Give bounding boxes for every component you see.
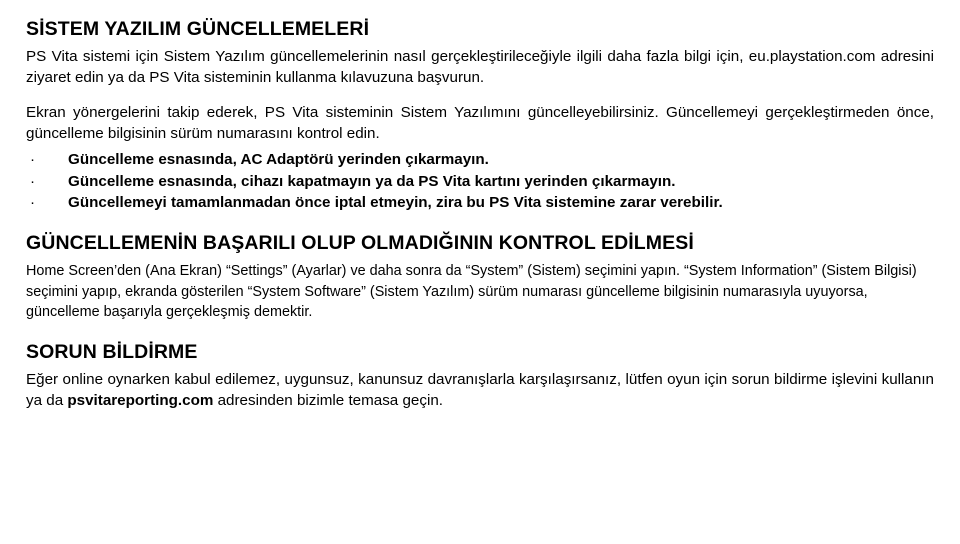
section-update-check (26, 232, 934, 323)
list-item-label: Güncelleme esnasında, cihazı kapatmayın ya da PS Vita kartını yerinden çıkarmayın. (68, 172, 676, 190)
list-item-label: Güncelleme esnasında, AC Adaptörü yerinden çıkarmayın. (68, 151, 489, 169)
section-title: GÜNCELLEMENİN BAŞARILI OLUP OLMADIĞININ KONTROL EDİLMESİ (26, 232, 694, 254)
section-title: SİSTEM YAZILIM GÜNCELLEMELERİ (26, 18, 370, 40)
bullet-marker: · (30, 151, 36, 169)
paragraph: PS Vita sistemi için Sistem Yazılım güncellemelerinin nasıl gerçekleştirileceğiyle ilgili daha fazla bilgi için, eu.playstation.com adresini ziyaret edin ya da PS Vita sisteminin kullanma kılavuzuna başvurun. (26, 48, 934, 87)
section-system-software-updates (26, 18, 934, 214)
paragraph-with-link (26, 370, 934, 412)
bullet-marker: · (30, 194, 36, 212)
section-problem-reporting (26, 341, 934, 412)
paragraph: Home Screen’den (Ana Ekran) “Settings” (Ayarlar) ve daha sonra da “System” (Sistem) seçimini yapın. “System Information” (Sistem Bilgisi) seçimini yapıp, ekranda gösterilen “System Software” (Sistem Yazılım) sürüm numarası güncelleme bilgisinin numarasıyla uyuyorsa, güncelleme başarıyla gerçekleşmiş demektir. (26, 263, 917, 321)
list-item (26, 171, 934, 193)
list-item (26, 192, 934, 214)
list-item-label: Güncellemeyi tamamlanmadan önce iptal etmeyin, zira bu PS Vita sistemine zarar verebilir. (68, 194, 723, 212)
section-title: SORUN BİLDİRME (26, 340, 198, 363)
bullet-marker: · (30, 172, 36, 190)
paragraph-text-before: Eğer online oynarken kabul edilemez, uygunsuz, kanunsuz davranışlarla karşılaşırsanız, lütfen oyun için sorun bildirme işlevini kullanın ya da (26, 371, 934, 410)
bullet-list (26, 149, 934, 214)
list-item (26, 149, 934, 171)
paragraph-text-after: adresinden bizimle temasa geçin. (213, 392, 443, 410)
paragraph: Ekran yönergelerini takip ederek, PS Vita sisteminin Sistem Yazılımını güncelleyebilirsiniz. Güncellemeyi gerçekleştirmeden önce, güncelleme bilgisinin sürüm numarasını kontrol edin. (26, 104, 934, 143)
reporting-site-text: psvitareporting.com (67, 392, 214, 410)
